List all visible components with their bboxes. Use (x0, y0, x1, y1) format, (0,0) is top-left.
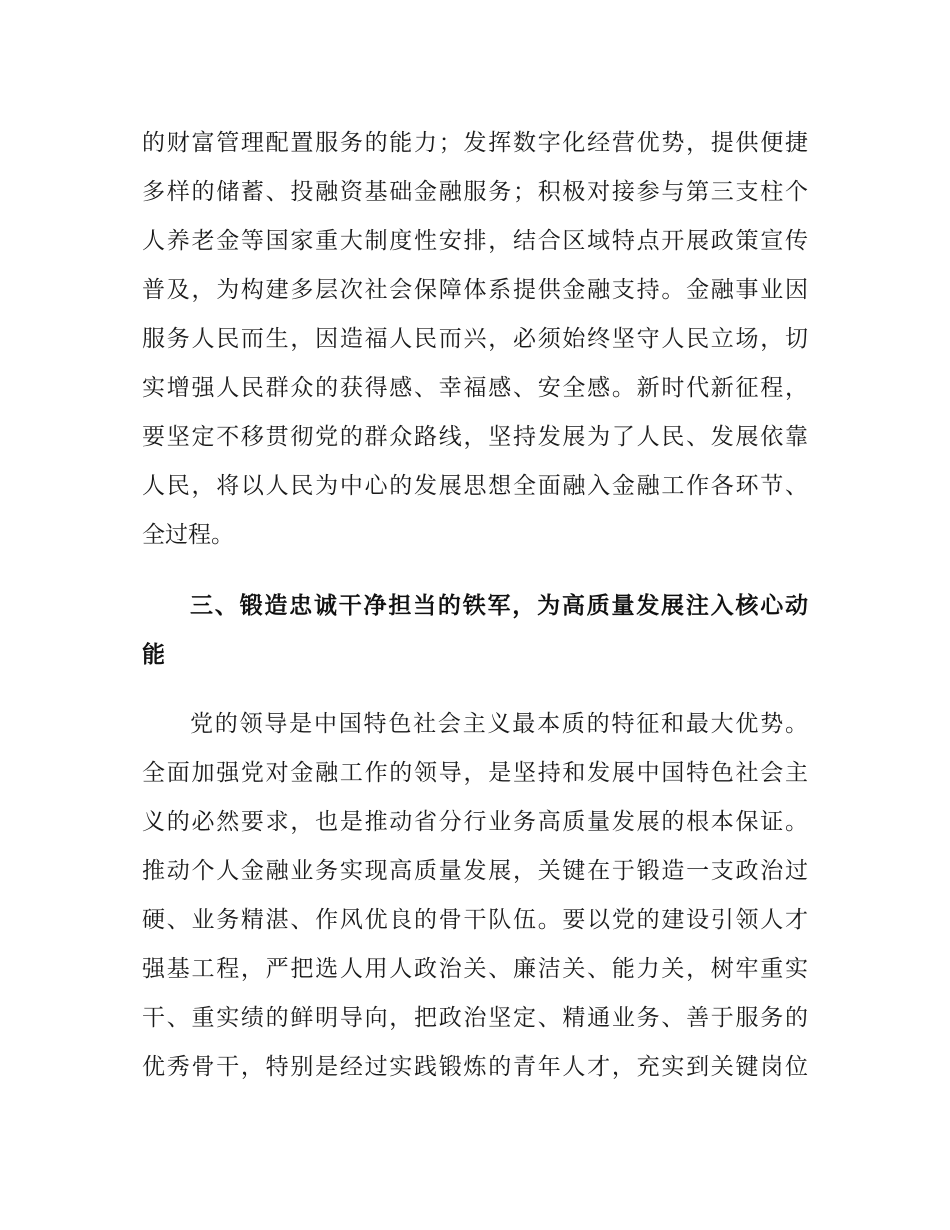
paragraph-line: 全过程。 (142, 522, 234, 548)
heading-line: 能 (142, 642, 165, 668)
paragraph-line: 推动个人金融业务实现高质量发展，关键在于锻造一支政治过 (142, 858, 808, 884)
paragraph-line: 义的必然要求，也是推动省分行业务高质量发展的根本保证。 (142, 809, 808, 835)
heading-line: 三、锻造忠诚干净担当的铁军，为高质量发展注入核心动 (190, 593, 808, 619)
paragraph-line: 多样的储蓄、投融资基础金融服务；积极对接参与第三支柱个 (142, 179, 808, 205)
paragraph-line: 服务人民而生，因造福人民而兴，必须始终坚守人民立场，切 (142, 326, 808, 352)
paragraph-line: 的财富管理配置服务的能力；发挥数字化经营优势，提供便捷 (142, 130, 808, 156)
paragraph-line: 要坚定不移贯彻党的群众路线，坚持发展为了人民、发展依靠 (142, 424, 808, 450)
paragraph-line: 全面加强党对金融工作的领导，是坚持和发展中国特色社会主 (142, 760, 808, 786)
paragraph-line: 强基工程，严把选人用人政治关、廉洁关、能力关，树牢重实 (142, 956, 808, 982)
paragraph-line: 实增强人民群众的获得感、幸福感、安全感。新时代新征程， (142, 375, 808, 401)
paragraph-line: 人养老金等国家重大制度性安排，结合区域特点开展政策宣传 (142, 228, 808, 254)
paragraph-line: 人民，将以人民为中心的发展思想全面融入金融工作各环节、 (142, 473, 808, 499)
paragraph-line: 普及，为构建多层次社会保障体系提供金融支持。金融事业因 (142, 277, 808, 303)
paragraph-line: 优秀骨干，特别是经过实践锻炼的青年人才，充实到关键岗位 (142, 1054, 808, 1080)
paragraph-line: 干、重实绩的鲜明导向，把政治坚定、精通业务、善于服务的 (142, 1005, 808, 1031)
paragraph-line: 硬、业务精湛、作风优良的骨干队伍。要以党的建设引领人才 (142, 907, 808, 933)
paragraph-line: 党的领导是中国特色社会主义最本质的特征和最大优势。 (190, 711, 808, 737)
